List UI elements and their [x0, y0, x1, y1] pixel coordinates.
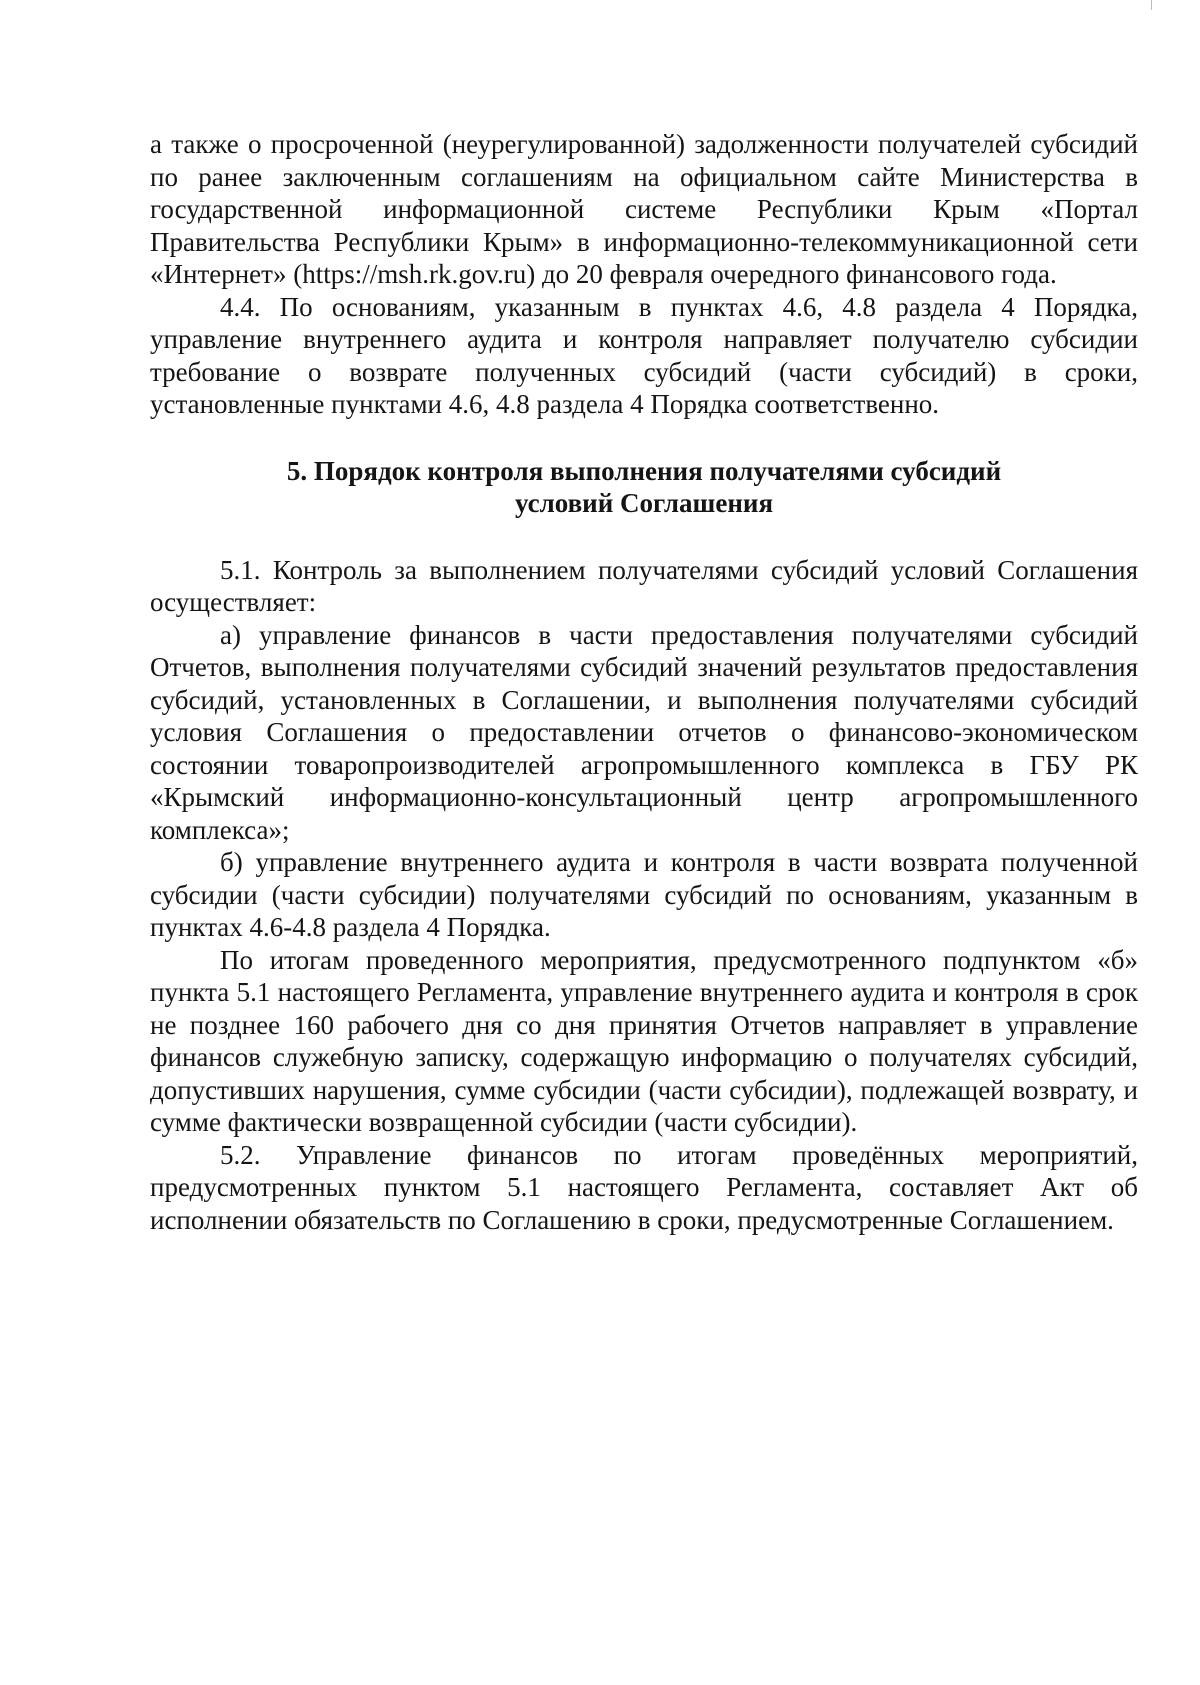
item-5-1-a-paragraph: а) управление финансов в части предоставления получателями субсидий Отчетов, выполнения получателями субсидий значений результатов предоставления субсидий, установленных в Соглашении, и выполнения получателями субсидий условия Соглашения о предоставлении отчетов о финансово-экономическом состоянии товаропроизводителей агропромышленного комплекса в ГБУ РК «Крымский информационно-консультационный центр агропромышленного комплекса»; — [150, 619, 1138, 845]
item-4-4-paragraph: 4.4. По основаниям, указанным в пунктах 4.6, 4.8 раздела 4 Порядка, управление внутреннего аудита и контроля направляет получателю субсидии требование о возврате полученных субсидий (части субсидий) в сроки, установленные пунктами 4.6, 4.8 раздела 4 Порядка соответственно. — [150, 291, 1138, 419]
section-5-title-line-1: 5. Порядок контроля выполнения получателями субсидий — [286, 455, 1002, 486]
scan-artifact-mark — [1151, 0, 1152, 10]
section-5-title-line-2: условий Соглашения — [514, 488, 774, 518]
results-paragraph: По итогам проведенного мероприятия, предусмотренного подпунктом «б» пункта 5.1 настоящего Регламента, управление внутреннего аудита и контроля в срок не позднее 160 рабочего дня со дня принятия Отчетов направляет в управление финансов служебную записку, содержащую информацию о получателях субсидий, допустивших нарушения, сумме субсидии (части субсидии), подлежащей возврату, и сумме фактически возвращенной субсидии (части субсидии). — [150, 944, 1138, 1137]
item-5-1-paragraph: 5.1. Контроль за выполнением получателями субсидий условий Соглашения осуществляет: — [150, 554, 1138, 617]
document-body — [150, 128, 1138, 1236]
item-5-2-paragraph: 5.2. Управление финансов по итогам проведённых мероприятий, предусмотренных пунктом 5.1 настоящего Регламента, составляет Акт об исполнении обязательств по Соглашению в сроки, предусмотренные Соглашением. — [150, 1139, 1138, 1235]
intro-paragraph: а также о просроченной (неурегулированной) задолженности получателей субсидий по ранее заключенным соглашениям на официальном сайте Министерства в государственной информационной системе Республики Крым «Портал Правительства Республики Крым» в информационно-телекоммуникационной сети «Интернет» (https://msh.rk.gov.ru) до 20 февраля очередного финансового года. — [150, 129, 1138, 289]
section-5-heading — [150, 455, 1138, 520]
item-5-1-b-paragraph: б) управление внутреннего аудита и контроля в части возврата полученной субсидии (части субсидии) получателями субсидий по основаниям, указанным в пунктах 4.6-4.8 раздела 4 Порядка. — [150, 847, 1138, 942]
